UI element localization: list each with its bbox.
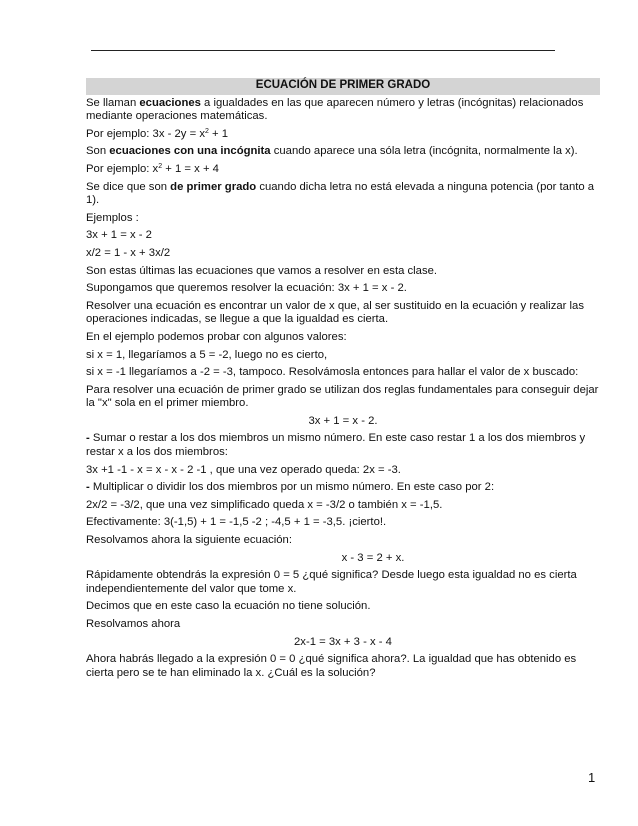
text: Se llaman: [86, 96, 140, 109]
bullet-dash: -: [86, 432, 93, 445]
text: + 1: [208, 127, 229, 140]
page-number: 1: [588, 770, 596, 785]
paragraph: si x = -1 llegaríamos a -2 = -3, tampoco. Resolvámosla entonces para hallar el valor de x buscado:: [86, 366, 579, 379]
document-title: ECUACIÓN DE PRIMER GRADO: [86, 78, 600, 95]
document-body: [86, 78, 600, 684]
text: Por ejemplo: x: [86, 162, 159, 175]
paragraph: si x = 1, llegaríamos a 5 = -2, luego no es cierto,: [86, 348, 328, 361]
text: cuando dicha letra no está elevada a ninguna potencia (por tanto a 1).: [86, 180, 595, 207]
example-line: 3x + 1 = x - 2: [86, 229, 152, 242]
paragraph: Son estas últimas las ecuaciones que vamos a resolver en esta clase.: [86, 264, 438, 277]
bold-term: ecuaciones: [139, 96, 201, 109]
examples-label: Ejemplos :: [86, 211, 139, 224]
text: Son: [86, 145, 110, 158]
paragraph: En el ejemplo podemos probar con algunos valores:: [86, 330, 347, 343]
centered-equation: 3x + 1 = x - 2.: [308, 414, 378, 427]
text: a igualdades en las que aparecen número y letras (incógnitas) relacionados mediante operaciones matemáticas.: [86, 96, 584, 123]
bold-term: ecuaciones con una incógnita: [109, 145, 271, 158]
centered-equation: x - 3 = 2 + x.: [341, 551, 405, 564]
rule-two: [86, 481, 600, 495]
text: Multiplicar o dividir los dos miembros por un mismo número. En este caso por 2:: [92, 481, 495, 494]
exponent: 2: [158, 162, 163, 170]
paragraph-first-degree: [86, 181, 600, 208]
paragraph: Para resolver una ecuación de primer grado se utilizan dos reglas fundamentales para conseguir dejar la "x" sola en el primer miembro.: [86, 383, 599, 410]
paragraph: Ahora habrás llegado a la expresión 0 = 0 ¿qué significa ahora?. La igualdad que has obtenido es cierta pero se te han eliminado la x. ¿Cuál es la solución?: [86, 653, 577, 679]
paragraph-one-unknown: [86, 145, 600, 159]
paragraph: Resolvamos ahora: [86, 618, 181, 630]
text: + 1 = x + 4: [162, 162, 219, 175]
paragraph: Resolvamos ahora la siguiente ecuación:: [86, 534, 292, 547]
example-equation-2: [86, 163, 600, 177]
paragraph: Decimos que en este caso la ecuación no tiene solución.: [86, 600, 371, 613]
paragraph: Supongamos que queremos resolver la ecuación: 3x + 1 = x - 2.: [86, 282, 407, 295]
paragraph: 2x/2 = -3/2, que una vez simplificado queda x = -3/2 o también x = -1,5.: [86, 498, 443, 511]
bullet-dash: -: [86, 481, 93, 494]
example-equation-1: [86, 128, 600, 142]
exponent: 2: [204, 127, 209, 135]
paragraph: Efectivamente: 3(-1,5) + 1 = -1,5 -2 ; -4,5 + 1 = -3,5. ¡cierto!.: [86, 516, 387, 529]
paragraph-definition-equations: [86, 97, 600, 124]
text: Por ejemplo: 3x - 2y = x: [86, 127, 205, 140]
text: Sumar o restar a los dos miembros un mismo número. En este caso restar 1 a los dos miembros y restar x a los dos miembros:: [86, 432, 586, 459]
example-line: x/2 = 1 - x + 3x/2: [86, 246, 171, 259]
bold-term: de primer grado: [170, 180, 257, 193]
header-rule: [91, 50, 555, 51]
paragraph: Resolver una ecuación es encontrar un valor de x que, al ser sustituido en la ecuación y realizar las operaciones indicadas, se llegue a que la igualdad es cierta.: [86, 299, 584, 326]
text: Se dice que son: [86, 180, 171, 193]
text: cuando aparece una sóla letra (incógnita, normalmente la x).: [270, 145, 578, 158]
paragraph: Rápidamente obtendrás la expresión 0 = 5 ¿qué significa? Desde luego esta igualdad no es cierta independientemente del valor que tome x.: [86, 569, 577, 595]
rule-one: [86, 432, 600, 459]
paragraph: 3x +1 -1 - x = x - x - 2 -1 , que una vez operado queda: 2x = -3.: [86, 463, 401, 476]
centered-equation: 2x-1 = 3x + 3 - x - 4: [294, 635, 392, 648]
